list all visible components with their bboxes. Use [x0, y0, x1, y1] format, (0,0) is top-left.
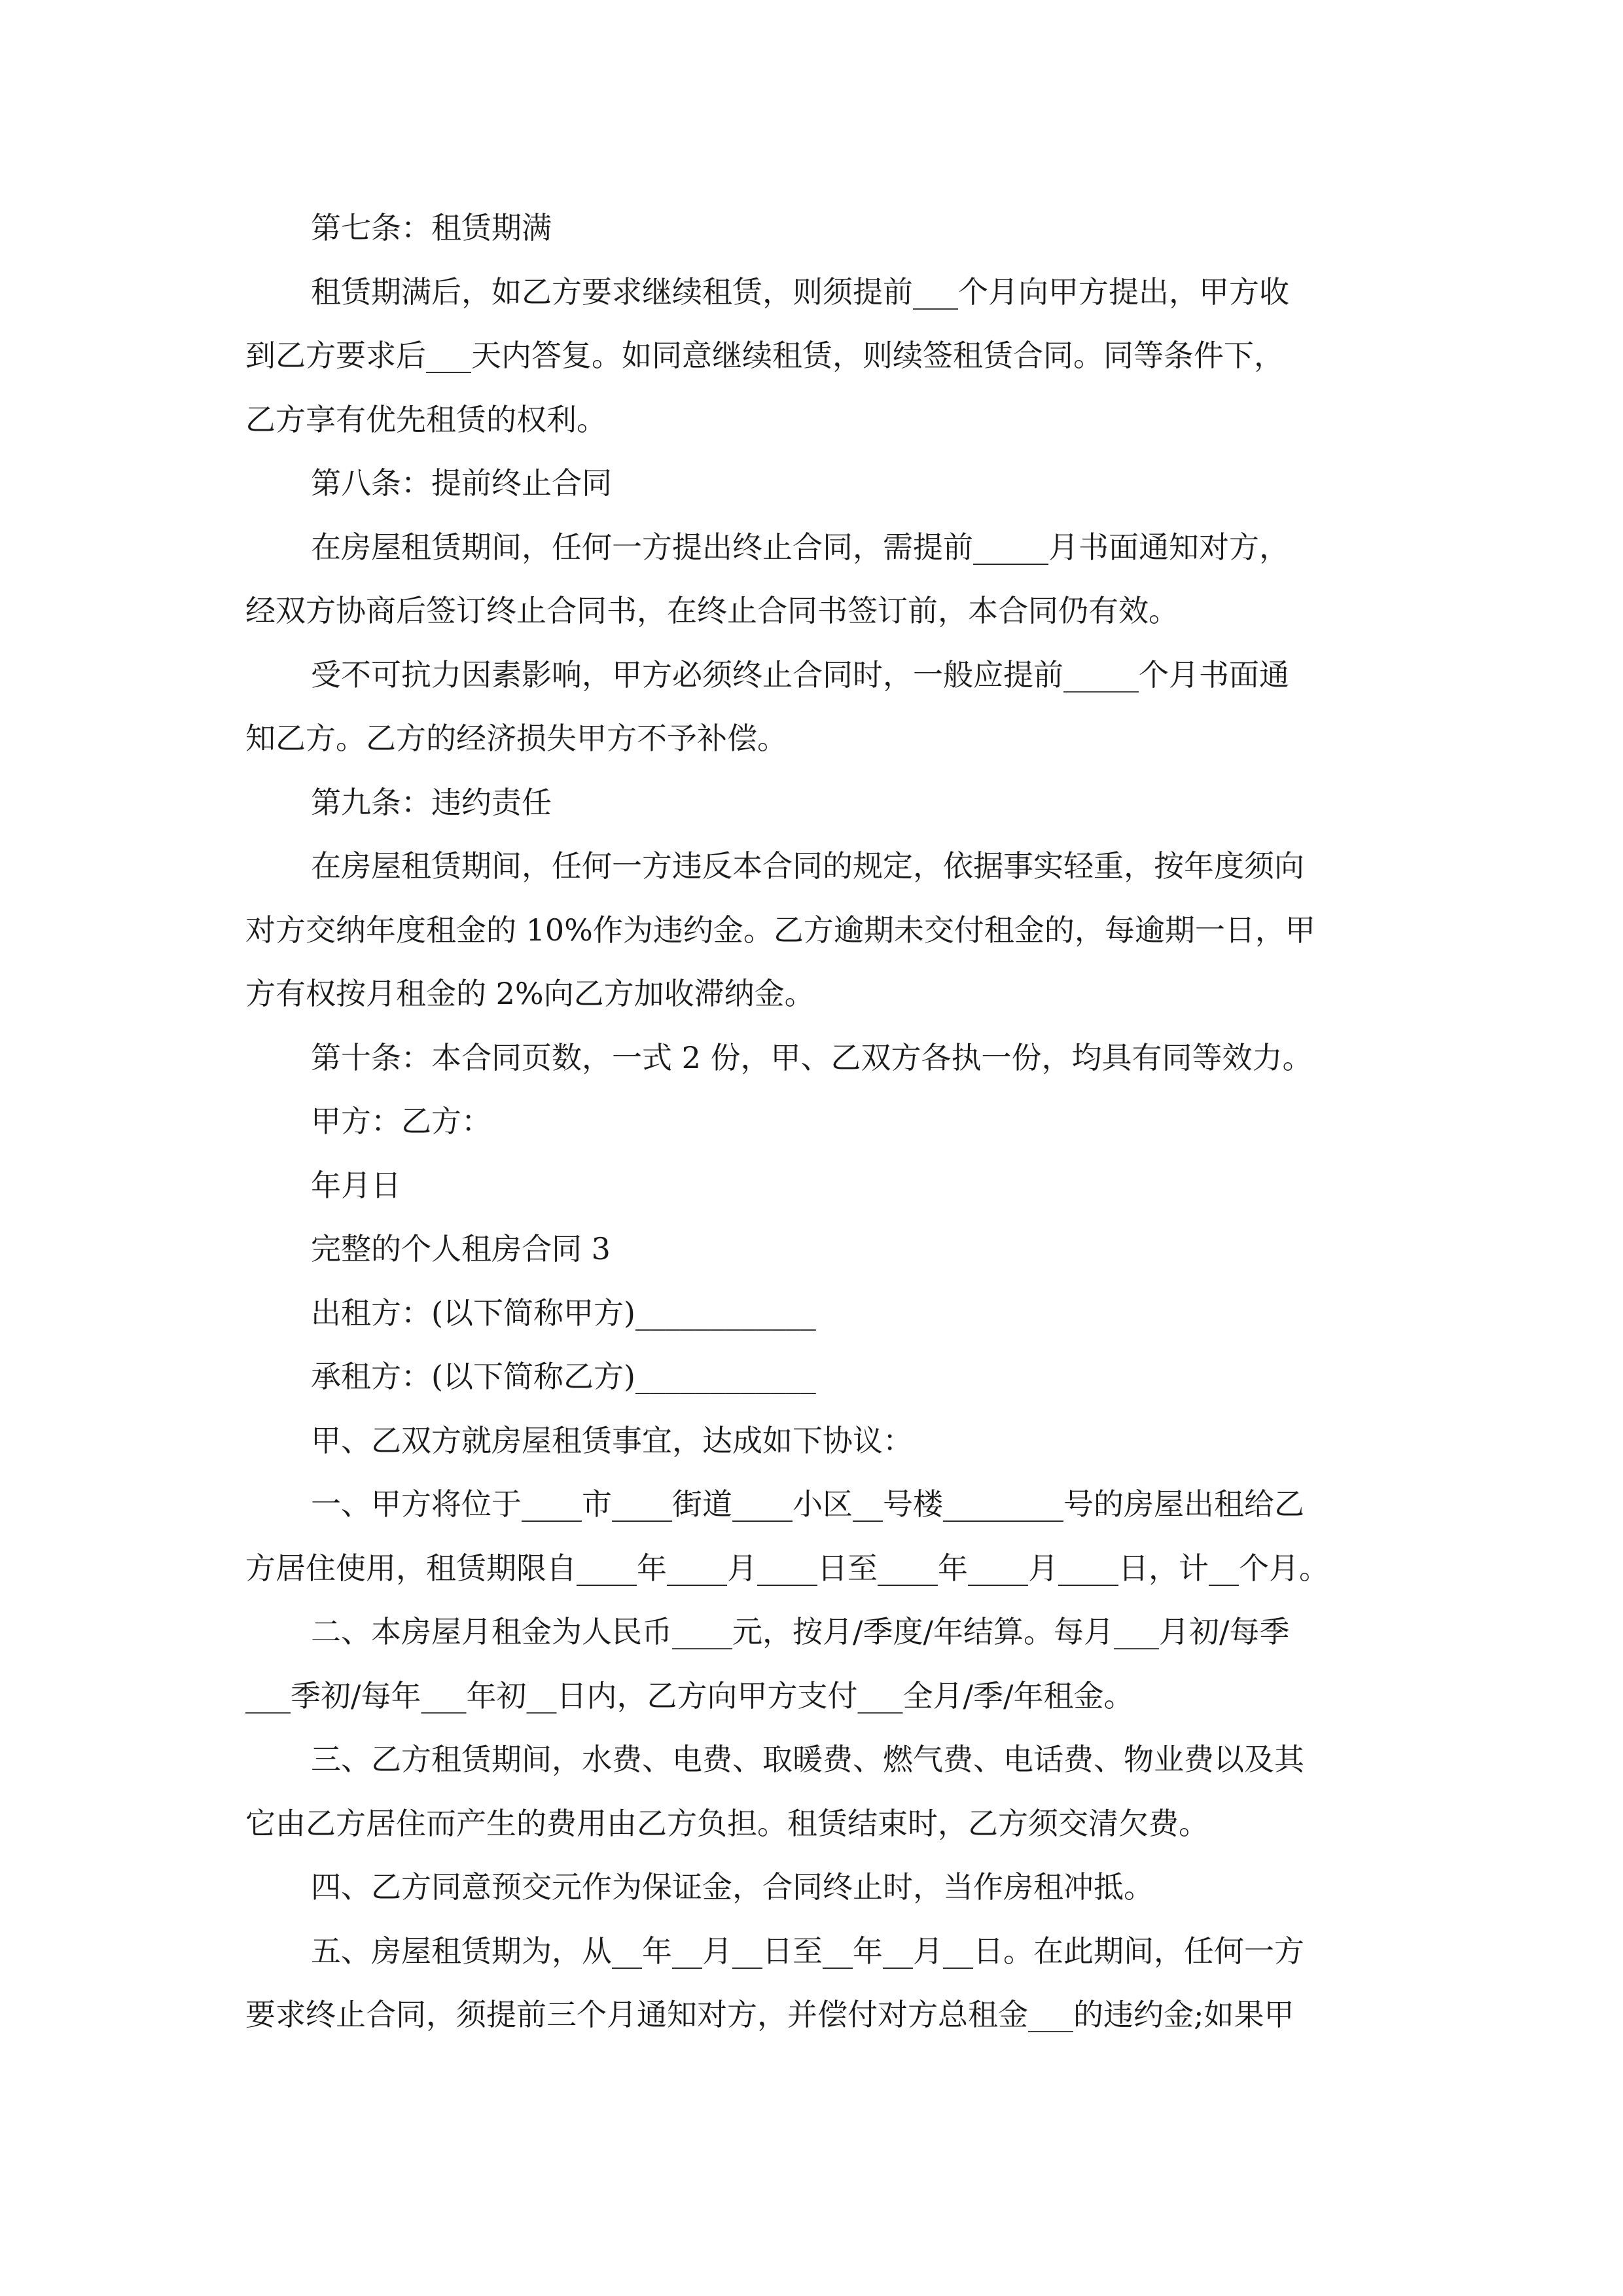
agreement-intro-line: 甲、乙双方就房屋租赁事宜，达成如下协议：	[311, 1422, 913, 1458]
paragraph-line: 乙方享有优先租赁的权利。	[245, 401, 607, 437]
clause-5-line: 五、房屋租赁期为，从__年__月__日至__年__月__日。在此期间，任何一方	[311, 1933, 1304, 1969]
lessee-line: 承租方：(以下简称乙方)____________	[311, 1359, 816, 1394]
clause-5-line: 要求终止合同，须提前三个月通知对方，并偿付对方总租金___的违约金;如果甲	[245, 1997, 1294, 2032]
clause-3-line: 它由乙方居住而产生的费用由乙方负担。租赁结束时，乙方须交清欠费。	[245, 1805, 1209, 1841]
clause-2-line: 二、本房屋月租金为人民币____元，按月/季度/年结算。每月___月初/每季	[311, 1614, 1290, 1649]
paragraph-line: 受不可抗力因素影响，甲方必须终止合同时，一般应提前_____个月书面通	[311, 656, 1289, 692]
clause-4-line: 四、乙方同意预交元作为保证金，合同终止时，当作房租冲抵。	[311, 1869, 1154, 1905]
signature-parties-line: 甲方：乙方：	[311, 1103, 491, 1139]
paragraph-line: 在房屋租赁期间，任何一方提出终止合同，需提前_____月书面通知对方，	[311, 529, 1289, 565]
paragraph-line: 在房屋租赁期间，任何一方违反本合同的规定，依据事实轻重，按年度须向	[311, 848, 1304, 884]
clause-1-line: 方居住使用，租赁期限自____年____月____日至____年____月____日，计__个月。	[245, 1550, 1329, 1586]
article-8-heading: 第八条：提前终止合同	[311, 465, 612, 501]
paragraph-line: 租赁期满后，如乙方要求继续租赁，则须提前___个月向甲方提出，甲方收	[311, 274, 1289, 310]
document-body	[245, 196, 1410, 2047]
paragraph-line: 方有权按月租金的 2%向乙方加收滞纳金。	[245, 976, 815, 1011]
article-10-line: 第十条：本合同页数，一式 2 份，甲、乙双方各执一份，均具有同等效力。	[311, 1039, 1313, 1075]
clause-3-line: 三、乙方租赁期间，水费、电费、取暖费、燃气费、电话费、物业费以及其	[311, 1742, 1304, 1777]
clause-2-line: ___季初/每年___年初__日内，乙方向甲方支付___全月/季/年租金。	[245, 1677, 1134, 1713]
paragraph-line: 到乙方要求后___天内答复。如同意继续租赁，则续签租赁合同。同等条件下，	[245, 338, 1284, 373]
paragraph-line: 经双方协商后签订终止合同书，在终止合同书签订前，本合同仍有效。	[245, 593, 1179, 628]
paragraph-line: 知乙方。乙方的经济损失甲方不予补偿。	[245, 721, 787, 756]
article-7-heading: 第七条：租赁期满	[311, 210, 552, 245]
date-line: 年月日	[311, 1167, 401, 1203]
article-9-heading: 第九条：违约责任	[311, 784, 552, 820]
lessor-line: 出租方：(以下简称甲方)____________	[311, 1295, 816, 1331]
contract-3-title: 完整的个人租房合同 3	[311, 1231, 611, 1266]
paragraph-line: 对方交纳年度租金的 10%作为违约金。乙方逾期未交付租金的，每逾期一日，甲	[245, 912, 1315, 948]
clause-1-line: 一、甲方将位于____市____街道____小区__号楼________号的房屋出租给乙	[311, 1486, 1304, 1522]
